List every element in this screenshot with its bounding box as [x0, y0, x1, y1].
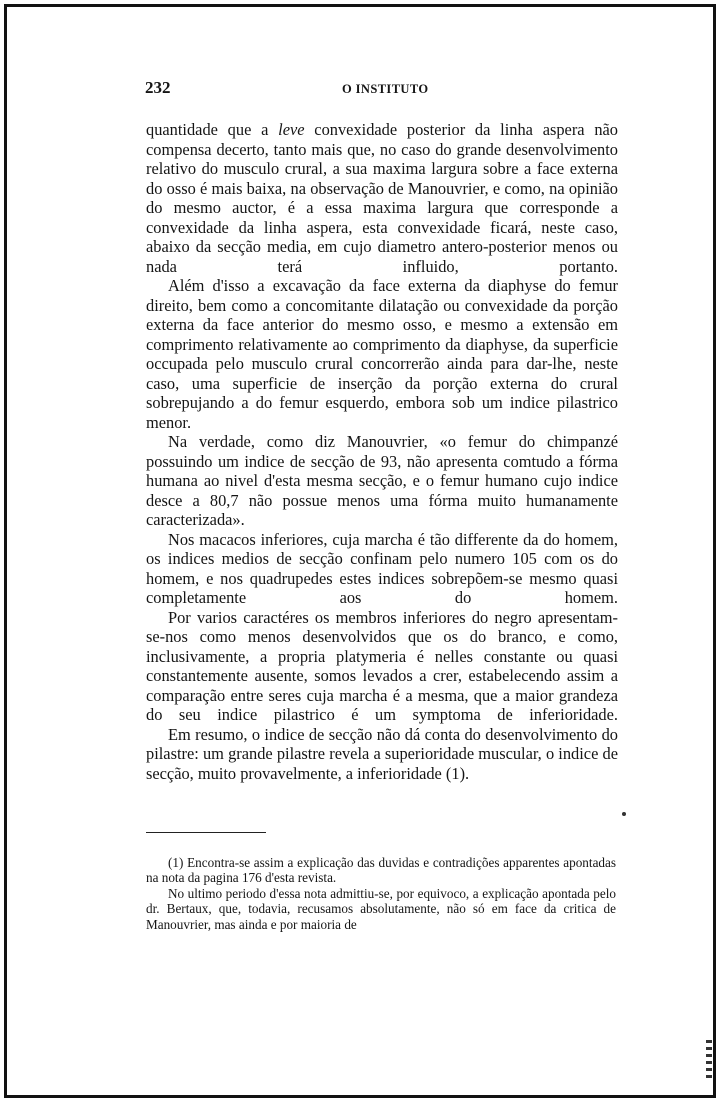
paragraph-3: Na verdade, como diz Manouvrier, «o femur do chimpanzé possuindo um indice de secção de 93, não apresenta comtudo a fórma humana ao nivel d'esta mesma secção, e o femur humano cujo indice desce a 80,7 não possue menos uma fórma muito humanamente caracterizada». [146, 432, 618, 529]
footnote-rule [146, 832, 266, 833]
paragraph-4: Nos macacos inferiores, cuja marcha é tão differente da do homem, os indices medios de secção confinam pelo numero 105 com os do homem, e nos quadrupedes estes indices sobrepõem-se mesmo quasi completamente aos do homem. [146, 529, 618, 607]
body-text [146, 120, 618, 783]
paragraph-1-rest: convexidade posterior da linha aspera não compensa decerto, tanto mais que, no caso do grande desenvolvimento relativo do musculo crural, a sua maxima largura sobre a face externa do osso é mais baixa, na observação de Manouvrier, e como, na opinião do mesmo auctor, é a essa maxima largura que corresponde a convexidade da linha aspera, esta convexidade ficará, neste caso, abaixo da secção media, em cujo diametro antero-posterior menos ou nada terá influido, portanto. [146, 120, 618, 276]
paragraph-5: Por varios caractéres os membros inferiores do negro apresentam-se-nos como menos desenvolvidos que os do branco, e como, inclusivamente, a propria platymeria é nelles constante ou quasi constantemente ausente, somos levados a crer, estabelecendo assim a comparação entre seres cuja marcha é a mesma, que a maior grandeza do seu indice pilastrico é um symptoma de inferioridade. [146, 607, 618, 724]
paragraph-1-lead: quantidade que a [146, 120, 279, 139]
running-title: O INSTITUTO [342, 82, 429, 96]
footnote [146, 855, 616, 932]
paragraph-6: Em resumo, o indice de secção não dá conta do desenvolvimento do pilastre: um grande pilastre revela a superioridade muscular, o indice de secção, muito provavelmente, a inferioridade (1). [146, 724, 618, 783]
paragraph-1 [146, 120, 618, 276]
ink-speck [622, 812, 626, 816]
page-number: 232 [145, 78, 171, 97]
paragraph-2: Além d'isso a excavação da face externa da diaphyse do femur direito, bem como a concomitante dilatação ou convexidade da porção externa da face anterior do mesmo osso, e mesmo a extensão em comprimento relativamente ao comprimento da diaphyse, da superficie occupada pelo musculo crural concorrerão ainda para dar-lhe, neste caso, uma superficie de inserção da porção externa do crural sobrepujando a do femur esquerdo, embora sob um indice pilastrico menor. [146, 276, 618, 432]
paragraph-1-emphasis: leve [278, 120, 305, 139]
footnote-2: No ultimo periodo d'essa nota admittiu-se, por equivoco, a explicação apontada pelo dr. Bertaux, que, todavia, recusamos absolutamente, não só em face da critica de Manouvrier, mas ainda e por maioria de [146, 885, 616, 932]
page-header [145, 78, 615, 100]
page-edge-marks [706, 1040, 712, 1080]
footnote-1: (1) Encontra-se assim a explicação das duvidas e contradições apparentes apontadas na nota da pagina 176 d'esta revista. [146, 855, 616, 886]
